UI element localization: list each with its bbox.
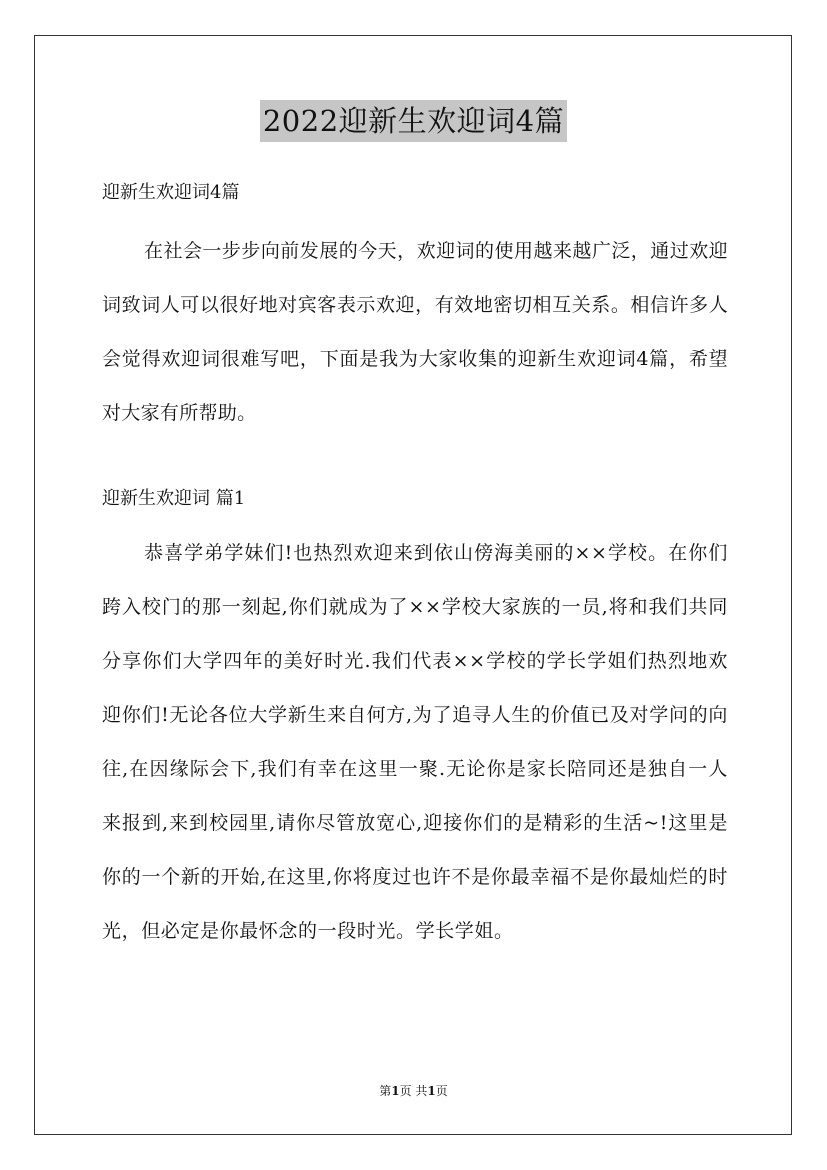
section-1-heading: 迎新生欢迎词 篇1	[102, 488, 246, 509]
title-block	[0, 100, 827, 142]
footer-page-mid: 页 共	[399, 1084, 428, 1098]
footer-page-suffix: 页	[435, 1084, 448, 1098]
footer-page-current: 1	[391, 1084, 400, 1098]
document-body	[102, 172, 728, 958]
intro-paragraph: 在社会一步步向前发展的今天，欢迎词的使用越来越广泛，通过欢迎词致词人可以很好地对宾客表示欢迎，有效地密切相互关系。相信许多人会觉得欢迎词很难写吧，下面是我为大家收集的迎新生欢迎词4篇，希望对大家有所帮助。	[102, 240, 728, 424]
page-title: 2022迎新生欢迎词4篇	[260, 100, 567, 142]
intro-heading: 迎新生欢迎词4篇	[102, 182, 240, 203]
page-footer	[0, 1082, 827, 1100]
section-1-paragraph: 恭喜学弟学妹们!也热烈欢迎来到依山傍海美丽的××学校。在你们跨入校门的那一刻起,你们就成为了××学校大家族的一员,将和我们共同分享你们大学四年的美好时光.我们代表××学校的学长学姐们热烈地欢迎你们!无论各位大学新生来自何方,为了追寻人生的价值已及对学问的向往,在因缘际会下,我们有幸在这里一聚.无论你是家长陪同还是独自一人来报到,来到校园里,请你尽管放宽心,迎接你们的是精彩的生活~!这里是你的一个新的开始,在这里,你将度过也许不是你最幸福不是你最灿烂的时光，但必定是你最怀念的一段时光。学长学姐。	[102, 542, 728, 942]
footer-page-total: 1	[427, 1084, 436, 1098]
footer-page-prefix: 第	[379, 1084, 392, 1098]
